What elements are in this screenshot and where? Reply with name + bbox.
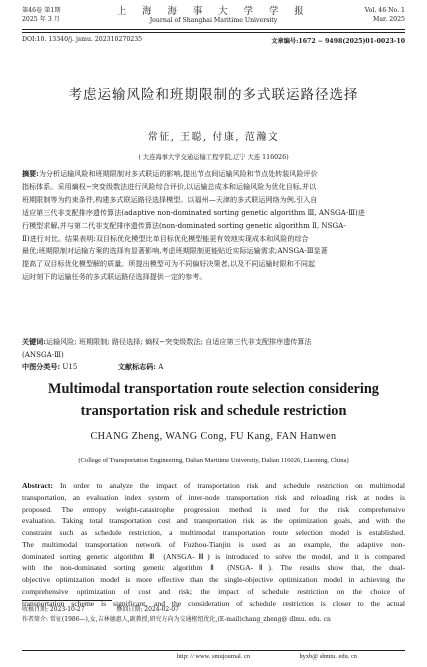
revised-date: 修回日期: 2024-02-07: [116, 606, 179, 613]
clc-label: 中图分类号:: [22, 362, 61, 371]
clc-value: U15: [62, 362, 78, 371]
footnote-dates: [22, 604, 179, 613]
footer-rule: [22, 650, 405, 651]
abstract-en-line: The multimodal transportation network of Fuzhou-Tianjin is used as an example, the adaptive non-: [22, 539, 405, 549]
abstract-cn-line: 班期限制等为约束条件,构建多式联运路径选择模型。以福州—天津的多式联运网络为例,引入自: [22, 194, 318, 204]
affiliation-cn: ( 大连海事大学交通运输工程学院,辽宁 大连 116026): [138, 154, 289, 161]
abstract-en-line: with the non-dominated sorting genetic algorithm Ⅱ (NSGA-Ⅱ). The results show that, the dual-: [22, 563, 405, 573]
doi: DOI:10. 13340/j. jsmu. 202310270235: [22, 36, 143, 43]
abstract-en-line: transportation, an evaluation index system of inter-node transportation risk and reloading risk at nodes is: [22, 492, 405, 502]
header-rule-thick: [22, 29, 405, 30]
title-en-line: transportation risk and schedule restriction: [80, 403, 347, 419]
abstract-cn-label: 摘要:: [22, 169, 39, 178]
journal-name-cn: 上 海 海 事 大 学 学 报: [116, 6, 311, 17]
title-en: [0, 378, 427, 422]
abstract-cn-text: 为分析运输风险和班期限制对多式联运的影响,提出节点间运输风险和节点处转装风险评价: [38, 169, 318, 178]
keywords-cn-line: (ANSGA-Ⅲ): [22, 349, 64, 359]
footer-url[interactable]: http: // www. smujournal. cn: [176, 653, 251, 660]
abstract-cn-line: 最优;班期限制对运输方案的选择有显著影响,考虑班期限制更能贴近实际运输需求;ANSGA-Ⅲ显著: [22, 246, 328, 256]
abstract-en-line: transportation scheme is significant, and the consideration of schedule restriction is closer to the actual: [22, 598, 405, 608]
abstract-cn-line: 提高了双目标优化模型解的质量。所提出模型可为不同偏好决策者,以及不同运输时限和不同起: [22, 259, 316, 269]
affiliation-en: (College of Transportation Engineering, Dalian Maritime University, Dalian 116026, Liaoning, China): [78, 457, 349, 464]
header-date-en: Mar. 2025: [373, 15, 405, 23]
abstract-en-line: dominated sorting genetic algorithm Ⅲ (ANSGA-Ⅲ) is introduced to solve the model, and it is compared: [22, 551, 405, 561]
abstract-cn-line: 运时刻下的运输任务的多式联运路径选择提供一定的参考。: [22, 272, 207, 282]
doc-code-label: 文献标志码:: [117, 362, 156, 371]
doc-code-value: A: [158, 362, 164, 371]
footnote-rule: [22, 600, 112, 601]
abstract-en-line: objective optimization model is more effective than the single-objective optimization model in achieving the: [22, 575, 405, 584]
keywords-cn: [22, 336, 405, 362]
abstract-en-label: Abstract:: [22, 481, 53, 490]
title-en-line: Multimodal transportation route selection considering: [48, 381, 379, 397]
footer-email[interactable]: hyxb@ shmtu. edu. cn: [299, 653, 357, 660]
article-number: 文章编号:1672 − 9498(2025)01-0023-10: [271, 38, 405, 45]
abstract-en-line: evaluation. Taking total transportation cost and transportation risk as the optimization goals, and with the: [22, 516, 405, 526]
abstract-cn-line: 指标体系。采用熵权−突变级数法进行风险综合评价,以运输总成本和运输风险为优化目标,并以: [22, 181, 317, 191]
header-volume-issue-cn: 第46卷 第1期: [22, 7, 61, 14]
abstract-en-line: proposed. The entropy weight-catastrophe progression method is used for the risk comprehensive: [22, 504, 405, 514]
abstract-cn-line: Ⅱ)进行对比。结果表明:双目标优化模型比单目标优化模型能更有效地实现成本和风险的综合: [22, 233, 309, 243]
header-volume-issue-en: Vol. 46 No. 1: [364, 7, 405, 14]
classification-line: [22, 362, 163, 372]
header-volume-en: [365, 7, 405, 24]
abstract-en-line: comprehensive optimization of cost and risk; the impact of schedule restriction on the choice of: [22, 586, 405, 596]
authors-en: CHANG Zheng, WANG Cong, FU Kang, FAN Hanwen: [90, 431, 337, 442]
abstract-en-line: constraint such as schedule restriction, a multimodal transportation route selection model is established.: [22, 528, 405, 537]
abstract-cn: [22, 168, 405, 284]
abstract-en-text: In order to analyze the impact of transportation risk and schedule restriction on multimodal: [52, 481, 405, 490]
journal-name-en: Journal of Shanghai Maritime University: [149, 17, 278, 24]
header-journal-name: [0, 6, 427, 25]
header-date-cn: 2025 年 3 月: [22, 15, 60, 23]
abstract-en: [22, 480, 405, 609]
received-date: 收稿日期: 2023-10-27: [22, 606, 85, 613]
authors-cn: 常征, 王聪, 付康, 范瀚文: [147, 132, 280, 143]
abstract-en-line: [22, 480, 405, 492]
abstract-cn-line: 行模型求解,并与第二代非支配排序遗传算法(non-dominated sorting genetic algorithm Ⅱ, NSGA-: [22, 220, 346, 230]
abstract-cn-line: 适应第三代非支配排序遗传算法(adaptive non-dominated sorting genetic algorithm Ⅲ, ANSGA-Ⅲ)进: [22, 207, 365, 217]
keywords-cn-text: 运输风险; 班期限制; 路径选择; 熵权−突变级数法; 自适应第三代非支配排序遗传算法: [45, 337, 312, 346]
keywords-cn-label: 关键词:: [22, 337, 46, 346]
header-rule-thin: [22, 32, 405, 33]
title-cn: 考虑运输风险和班期限制的多式联运路径选择: [68, 87, 359, 103]
keywords-cn-line: [22, 336, 405, 349]
author-intro: 作者简介: 常征(1986—),女,吉林德惠人,副教授,研究方向为交通枢纽优化,(E-mail)chang_zheng@ dlmu. edu. cn: [22, 616, 331, 623]
abstract-cn-line: [22, 168, 405, 181]
